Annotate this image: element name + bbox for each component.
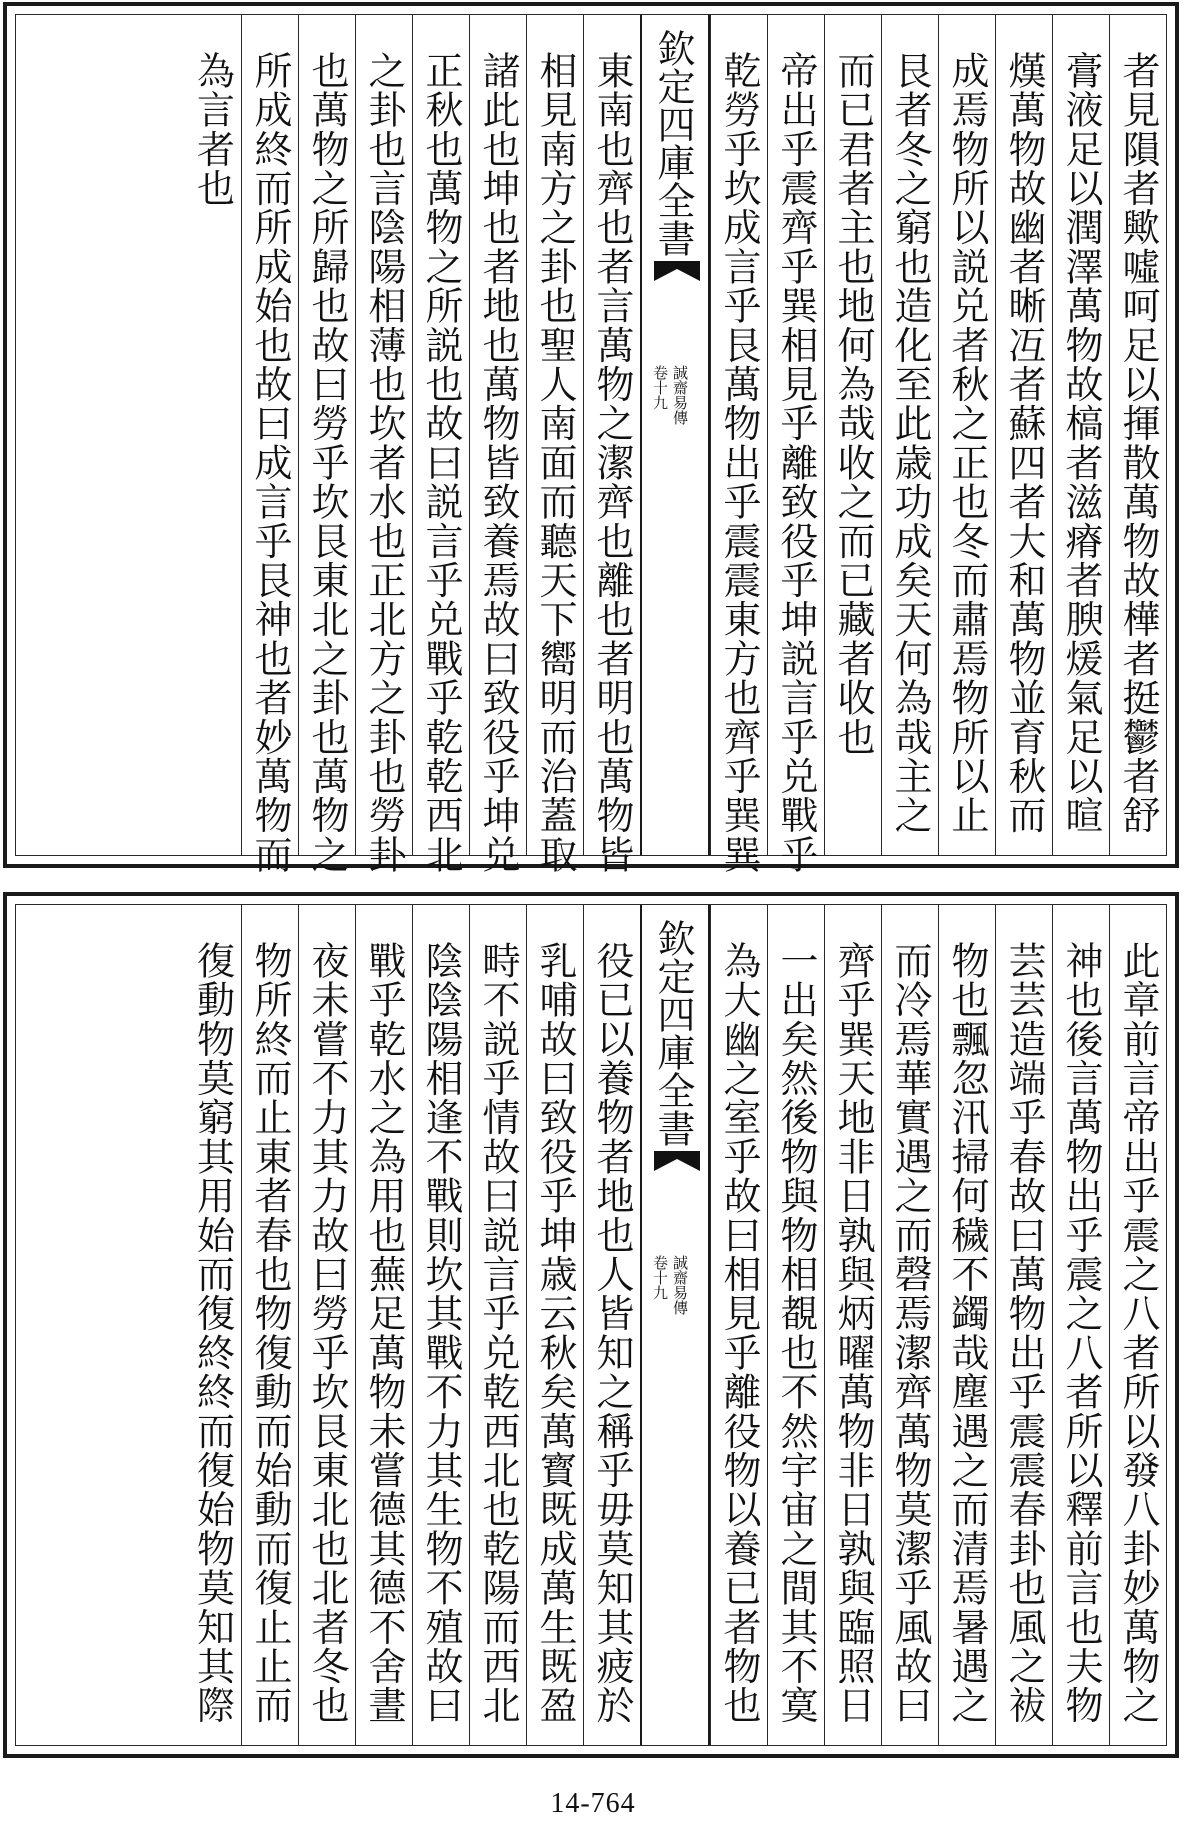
column-text: 諸此也坤也者地也萬物皆致養焉故曰致役乎坤兑 [476,51,520,875]
text-column [938,15,995,855]
text-column [583,15,640,875]
text-column [583,905,640,1745]
text-column [995,15,1052,855]
column-text: 乾勞乎坎成言乎艮萬物出乎震震東方也齊乎巽巽 [717,51,761,875]
column-text: 物所終而止東者春也物復動而始動而復止止而 [248,941,292,1725]
column-text: 一出矣然後物與物相覩也不然宇宙之間其不寞 [774,941,818,1725]
column-text: 神也後言萬物出乎震之八者所以釋前言也夫物 [1059,941,1103,1725]
column-text: 為言者也 [190,51,235,208]
text-column [767,905,824,1745]
column-text: 也萬物之所歸也故曰勞乎坎艮東北之卦也萬物之 [305,51,349,875]
text-area [15,14,1167,875]
text-column [469,905,526,1745]
column-text: 此章前言帝出乎震之八者所以發八卦妙萬物之 [1116,941,1160,1725]
text-column [412,905,469,1745]
banner-volume: 卷十九 [651,1255,669,1300]
text-column [1052,905,1109,1745]
text-column [355,905,412,1745]
column-text: 役已以養物者地也人皆知之稱乎毋莫知其疲於 [590,941,634,1725]
column-text: 成焉物所以説兑者秋之正也冬而肅焉物所以止 [945,51,989,835]
column-text: 熯萬物故幽者晰冱者蘇四者大和萬物並育秋而 [1002,51,1046,835]
column-text: 帝出乎震齊乎巽相見乎離致役乎坤説言乎兑戰乎 [774,51,818,875]
text-column [241,15,298,875]
text-column [526,15,583,875]
text-column [184,15,241,855]
banner-title: 欽定四庫全書 [651,29,695,257]
text-columns [16,905,1166,1745]
text-column [469,15,526,875]
text-column [1052,15,1109,855]
column-text: 而冷焉華實遇之而磬焉潔齊萬物莫潔乎風故曰 [888,941,932,1725]
text-column [526,905,583,1745]
banner-volume: 卷十九 [651,365,669,410]
column-text: 戰乎乾水之為用也蕪足萬物未嘗德其德不舍晝 [362,941,406,1725]
upper-page [0,0,1186,876]
column-text: 膏液足以潤澤萬物故槁者滋瘠者腴煖氣足以暄 [1059,51,1103,835]
text-column [881,15,938,855]
column-text: 之卦也言陰陽相薄也坎者水也正北方之卦也勞卦 [362,51,406,875]
text-column [995,905,1052,1745]
column-text: 乳哺故曰致役乎坤歳云秋矣萬寳既成萬生既盈 [533,941,577,1725]
column-text: 相見南方之卦也聖人南面而聽天下嚮明而治蓋取 [533,51,577,875]
banner-book-name: 誠齋易傳 [671,365,689,425]
lower-page [0,890,1186,1766]
text-column [938,905,995,1745]
page-frame [3,892,1179,1758]
text-column [298,905,355,1745]
center-banner [640,905,710,1745]
text-area [15,904,1167,1746]
banner-title: 欽定四庫全書 [651,919,695,1147]
banner-book-name: 誠齋易傳 [671,1255,689,1315]
text-column [241,905,298,1745]
text-column [1109,905,1166,1745]
column-text: 而已君者主也地何為哉收之而已藏者收也 [831,51,875,757]
column-text: 東南也齊也者言萬物之潔齊也離也者明也萬物皆 [590,51,634,875]
column-text: 為大幽之室乎故曰相見乎離役物以養已者物也 [717,941,761,1725]
text-column [1109,15,1166,855]
text-column [184,905,241,1745]
column-text: 所成終而所成始也故曰成言乎艮神也者妙萬物而 [248,51,292,875]
column-text: 芸芸造端乎春故曰萬物出乎震震春卦也風之袚 [1002,941,1046,1725]
column-text: 者見隕者歟噓呵足以揮散萬物故樺者挺鬱者舒 [1116,51,1160,835]
page-frame [3,2,1179,875]
column-text: 物也飄忽汛掃何穢不蠲哉塵遇之而清焉暑遇之 [945,941,989,1725]
center-banner [640,15,710,855]
page-number: 14-764 [550,1788,636,1819]
text-column [824,15,881,855]
text-column [824,905,881,1745]
text-column [412,15,469,875]
text-column [355,15,412,875]
text-column [710,15,767,875]
column-text: 陰陰陽相逢不戰則坎其戰不力其生物不殖故曰 [419,941,463,1725]
column-text: 正秋也萬物之所説也故曰説言乎兑戰乎乾乾西北 [419,51,463,875]
text-column [710,905,767,1745]
column-text: 夜未嘗不力其力故曰勞乎坎艮東北也北者冬也 [305,941,349,1725]
text-column [298,15,355,875]
text-column [881,905,938,1745]
column-text: 復動物莫窮其用始而復終終而復始物莫知其際 [190,941,235,1725]
column-text: 畤不説乎情故曰説言乎兑乾西北也乾陽而西北 [476,941,520,1725]
text-column [767,15,824,875]
column-text: 齊乎巽天地非日孰與炳曜萬物非日孰與臨照日 [831,941,875,1725]
column-text: 艮者冬之窮也造化至此歳功成矣天何為哉主之 [888,51,932,835]
fish-tail-icon [654,1151,700,1171]
fish-tail-icon [654,261,700,281]
text-columns [16,15,1166,875]
